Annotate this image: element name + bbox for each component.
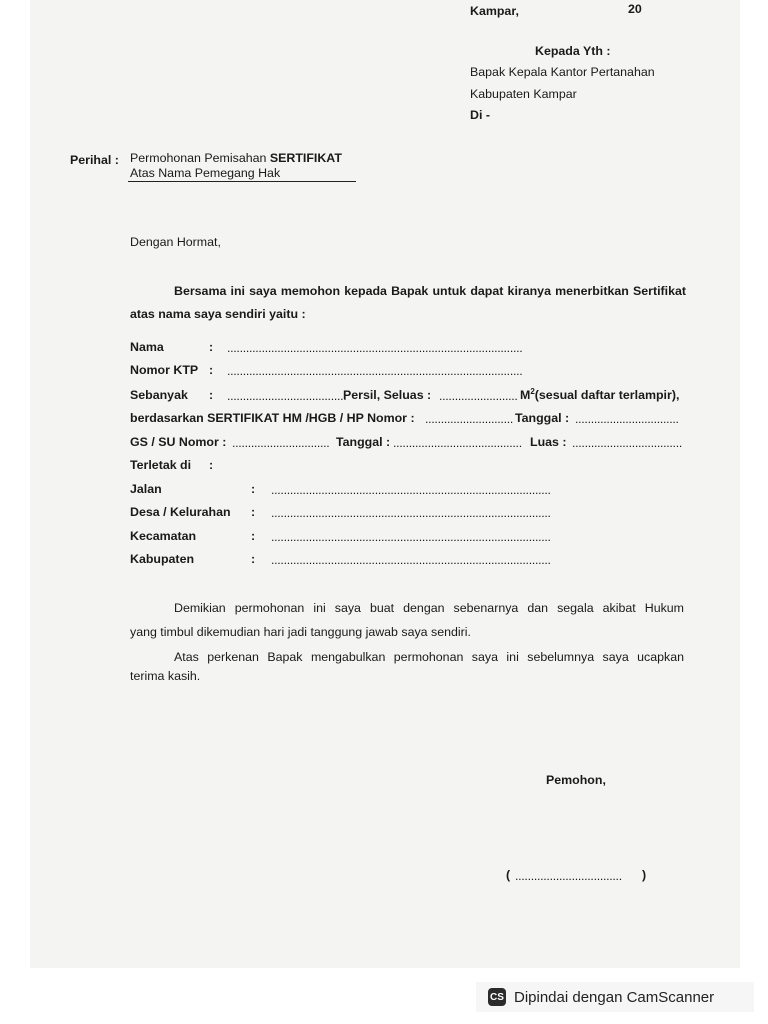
subject-label: Perihal : — [70, 153, 119, 167]
signature-label: Pemohon, — [546, 773, 606, 787]
field-sebanyak-label: Sebanyak — [130, 388, 188, 402]
field-m2-label — [520, 388, 679, 403]
intro-line-1: Bersama ini saya memohon kepada Bapak untuk dapat kiranya menerbitkan Sertifikat — [174, 284, 686, 298]
field-luas-blank[interactable]: ................................... — [572, 436, 682, 450]
intro-line-2: atas nama saya sendiri yaitu : — [130, 307, 306, 321]
m2-superscript: 2 — [530, 386, 535, 396]
subject-line-1 — [130, 151, 342, 166]
greeting: Dengan Hormat, — [130, 235, 221, 249]
field-desa-colon: : — [251, 505, 256, 519]
field-kecamatan-blank[interactable]: ......................................................................................... — [271, 530, 551, 544]
recipient-line-2: Bapak Kepala Kantor Pertanahan — [470, 65, 655, 79]
field-kecamatan-colon: : — [251, 529, 256, 543]
field-ktp-label: Nomor KTP — [130, 363, 199, 377]
subject-line-1-prefix: Permohonan Pemisahan — [130, 151, 267, 165]
recipient-line-4: Di - — [470, 108, 490, 122]
field-ktp-blank[interactable]: .............................................................................................. — [227, 364, 523, 378]
field-sebanyak-colon: : — [209, 388, 214, 402]
field-gs-su-blank[interactable]: ............................... — [232, 436, 330, 450]
field-nama-colon: : — [209, 340, 214, 354]
signature-blank[interactable]: .................................. — [515, 869, 622, 883]
field-gs-tanggal-label: Tanggal : — [336, 435, 391, 449]
field-jalan-colon: : — [251, 482, 256, 496]
field-kabupaten-blank[interactable]: ......................................................................................... — [271, 553, 551, 567]
closing-p2-line-2: terima kasih. — [130, 669, 201, 683]
signature-close-paren: ) — [642, 868, 647, 882]
field-gs-su-label: GS / SU Nomor : — [130, 435, 227, 449]
camscanner-badge — [476, 982, 754, 1012]
closing-p1-line-1: Demikian permohonan ini saya buat dengan sebenarnya dan segala akibat Hukum — [174, 601, 684, 615]
field-luas-label: Luas : — [530, 435, 567, 449]
closing-p1-line-2: yang timbul dikemudian hari jadi tanggung jawab saya sendiri. — [130, 625, 471, 639]
field-desa-label: Desa / Kelurahan — [130, 505, 231, 519]
field-gs-tanggal-blank[interactable]: ......................................... — [393, 436, 522, 450]
field-jalan-label: Jalan — [130, 482, 162, 496]
subject-line-1-bold: SERTIFIKAT — [269, 151, 342, 165]
field-sebanyak-blank[interactable]: ...................................... — [227, 389, 347, 403]
field-tanggal-blank[interactable]: ................................. — [575, 412, 679, 426]
field-kecamatan-label: Kecamatan — [130, 529, 197, 543]
field-nama-label: Nama — [130, 340, 164, 354]
subject-underline — [128, 181, 356, 182]
field-desa-blank[interactable]: ......................................................................................... — [271, 506, 551, 520]
field-kabupaten-colon: : — [251, 552, 256, 566]
m2-unit: M — [520, 388, 531, 402]
field-terletak-colon: : — [209, 458, 214, 472]
place: Kampar, — [470, 4, 519, 18]
camscanner-icon: CS — [488, 988, 506, 1006]
field-kabupaten-label: Kabupaten — [130, 552, 195, 566]
camscanner-text: Dipindai dengan CamScanner — [514, 988, 715, 1006]
field-berdasarkan-label: berdasarkan SERTIFIKAT HM /HGB / HP Nomor : — [130, 411, 415, 425]
field-tanggal-label: Tanggal : — [515, 411, 570, 425]
field-jalan-blank[interactable]: ......................................................................................... — [271, 483, 551, 497]
field-ktp-colon: : — [209, 363, 214, 377]
field-terletak-label: Terletak di — [130, 458, 192, 472]
field-persil-label: Persil, Seluas : — [343, 388, 432, 402]
field-seluas-blank[interactable]: ......................... — [439, 389, 518, 403]
field-sertifikat-nomor-blank[interactable]: ............................ — [425, 412, 513, 426]
recipient-line-1: Kepada Yth : — [535, 44, 611, 58]
year: 20 — [628, 2, 642, 16]
field-nama-blank[interactable]: .............................................................................................. — [227, 341, 523, 355]
m2-note: (sesual daftar terlampir), — [534, 388, 680, 402]
signature-open-paren: ( — [506, 868, 511, 882]
closing-p2-line-1: Atas perkenan Bapak mengabulkan permohonan saya ini sebelumnya saya ucapkan — [174, 650, 684, 664]
recipient-line-3: Kabupaten Kampar — [470, 87, 577, 101]
subject-line-2: Atas Nama Pemegang Hak — [130, 166, 281, 180]
